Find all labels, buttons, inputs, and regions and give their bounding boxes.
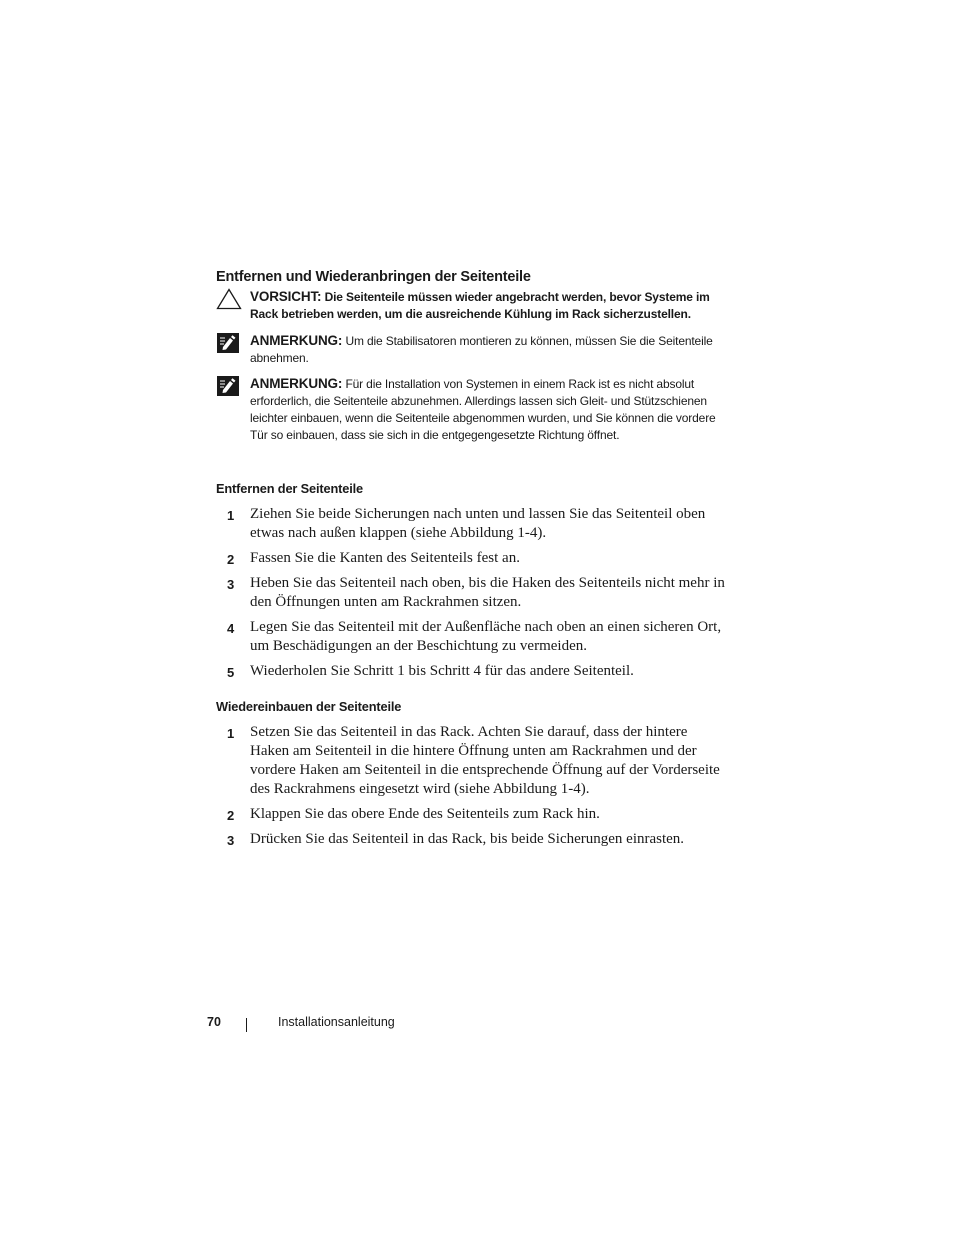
page-number: 70 — [207, 1015, 221, 1029]
list-item: 3 Heben Sie das Seitenteil nach oben, bis die Haken des Seitenteils nicht mehr in den Öffnungen unten am Rackrahmen sitzen. — [227, 575, 725, 610]
note-notice — [216, 375, 726, 463]
list-item: 2 Klappen Sie das obere Ende des Seitenteils zum Rack hin. — [227, 806, 600, 823]
reinstall-heading: Wiedereinbauen der Seitenteile — [216, 699, 402, 714]
caution-notice — [216, 288, 726, 324]
footer-divider — [246, 1018, 247, 1032]
note-notice — [216, 332, 726, 368]
removal-heading: Entfernen der Seitenteile — [216, 481, 364, 496]
section-title: Entfernen und Wiederanbringen der Seitenteile — [216, 268, 531, 285]
removal-steps — [216, 505, 726, 687]
note-pencil-icon — [216, 375, 242, 397]
reinstall-steps — [216, 723, 726, 855]
note-pencil-icon — [216, 332, 242, 354]
list-item: 1 Setzen Sie das Seitenteil in das Rack. Achten Sie darauf, dass der hintere Haken am Seitenteil in die hintere Öffnung unten am Rackrahmen und der vordere Haken am Seitenteil in die entsprechende Öffnung auf der Vorderseite des Rackrahmens eingesetzt wird (siehe Abbildung 1-4). — [227, 724, 720, 797]
caution-text: Die Seitenteile müssen wieder angebracht werden, bevor Systeme im Rack betrieben werden, um die ausreichende Kühlung im Rack sicherzustellen. — [250, 290, 710, 321]
note-label: ANMERKUNG: — [250, 333, 343, 348]
list-item: 2 Fassen Sie die Kanten des Seitenteils fest an. — [227, 550, 520, 567]
footer-doc-title: Installationsanleitung — [278, 1015, 395, 1029]
list-item: 5 Wiederholen Sie Schritt 1 bis Schritt 4 für das andere Seitenteil. — [227, 663, 634, 680]
caution-triangle-icon — [216, 288, 242, 310]
list-item: 4 Legen Sie das Seitenteil mit der Außenfläche nach oben an einen sicheren Ort, um Beschädigungen an der Beschichtung zu vermeiden. — [227, 619, 722, 654]
caution-label: VORSICHT: — [250, 289, 322, 304]
note-text: Um die Stabilisatoren montieren zu können, müssen Sie die Seitenteile abnehmen. — [250, 334, 713, 365]
note-label: ANMERKUNG: — [250, 376, 343, 391]
list-item: 1 Ziehen Sie beide Sicherungen nach unten und lassen Sie das Seitenteil oben etwas nach außen klappen (siehe Abbildung 1-4). — [227, 506, 706, 541]
list-item: 3 Drücken Sie das Seitenteil in das Rack, bis beide Sicherungen einrasten. — [227, 831, 685, 848]
note-text: Für die Installation von Systemen in einem Rack ist es nicht absolut erforderlich, die Seitenteile abzunehmen. Allerdings lassen sich Gleit- und Stützschienen leichter einbauen, wenn die Seitenteile abgenommen wurden, und Sie können die vordere Tür so einbauen, dass sie sich in die entgegengesetzte Richtung öffnet. — [250, 377, 716, 442]
